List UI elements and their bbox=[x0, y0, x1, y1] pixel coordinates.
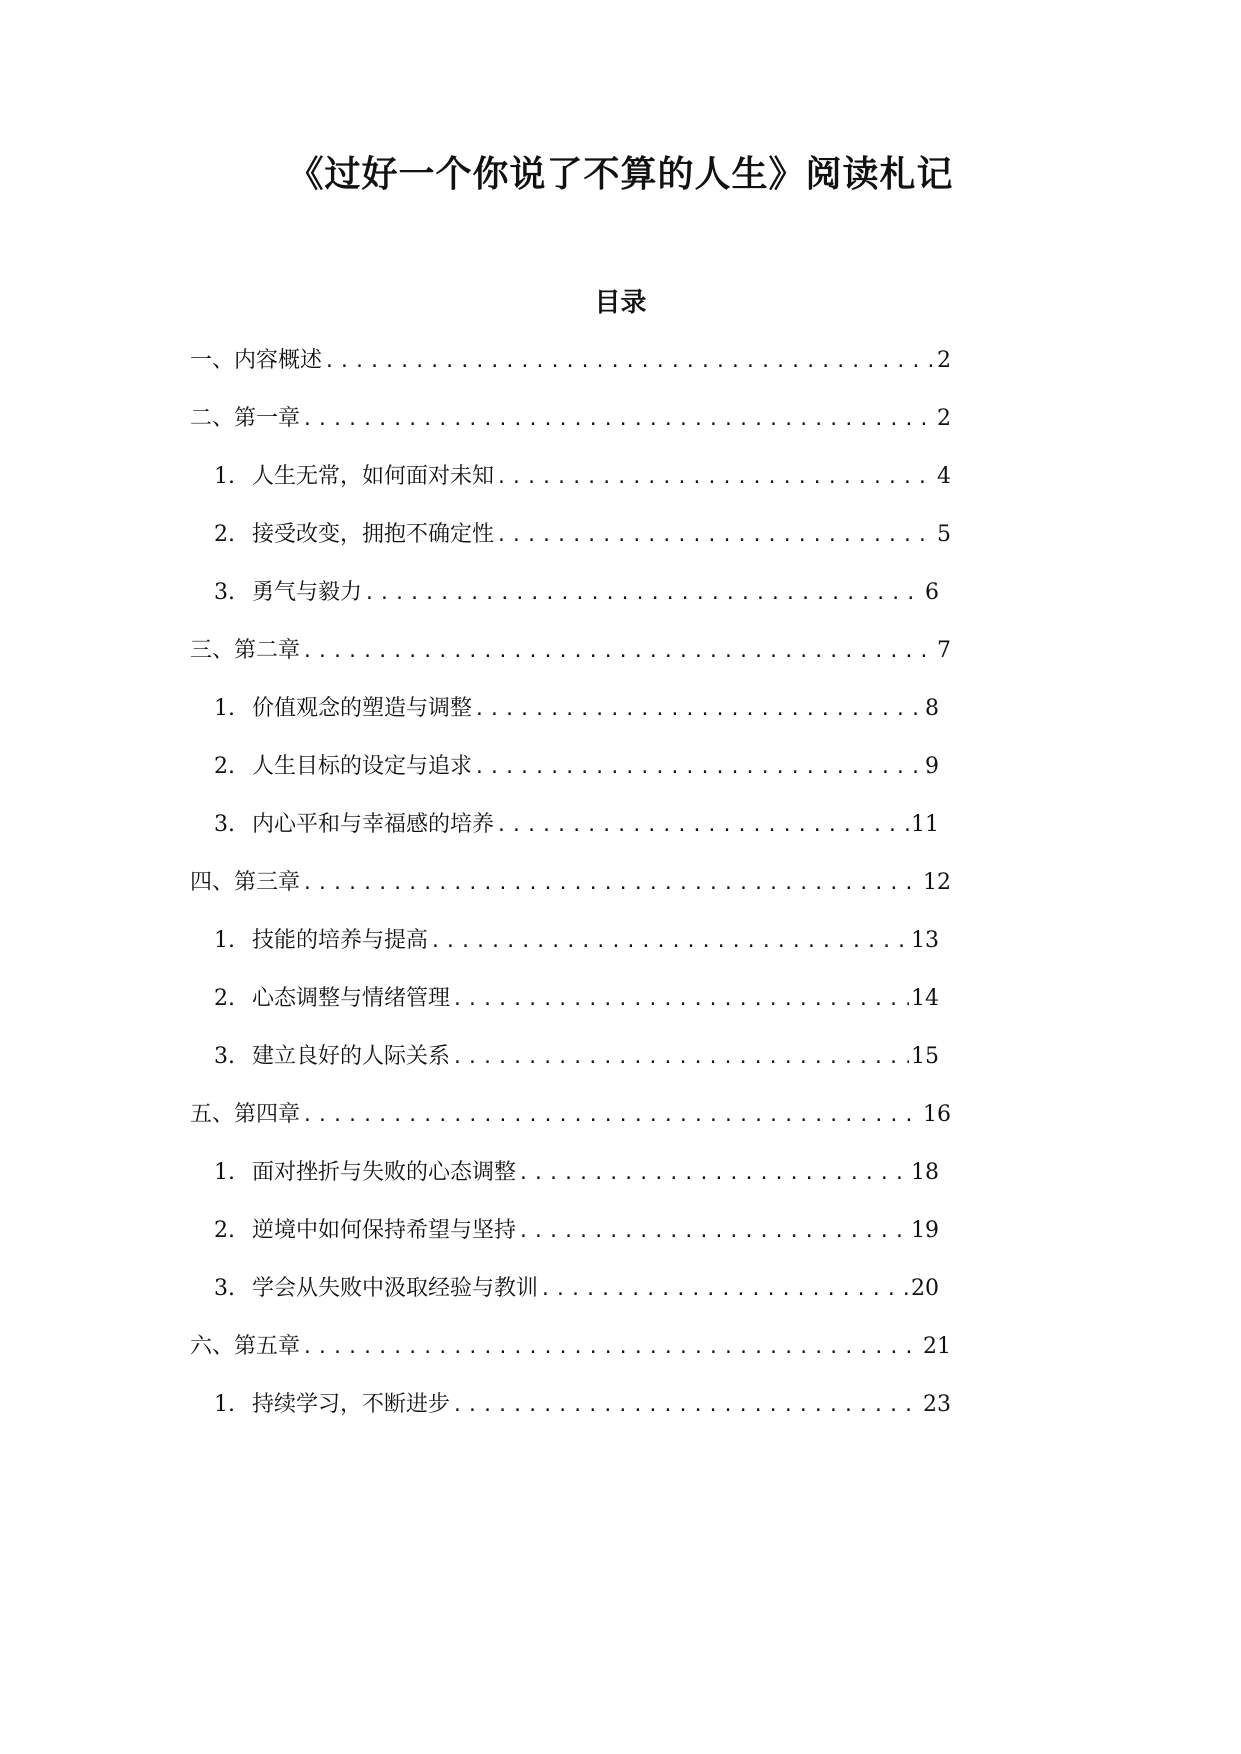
toc-entry[interactable] bbox=[214, 926, 939, 956]
toc-entry-number: 1. bbox=[214, 696, 235, 721]
toc-entry-label: 五、第四章 bbox=[190, 1102, 301, 1127]
toc-dot-leader bbox=[540, 1275, 909, 1305]
toc-page-number: 8 bbox=[925, 696, 939, 721]
toc-entry-number: 3. bbox=[214, 1276, 235, 1301]
toc-entry-number: 3. bbox=[214, 580, 235, 605]
toc-entry-number: 2. bbox=[214, 986, 235, 1011]
toc-entry[interactable] bbox=[214, 752, 939, 782]
toc-entry-number: 3. bbox=[214, 812, 235, 837]
toc-entry-number: 3. bbox=[214, 1044, 235, 1069]
toc-dot-leader bbox=[452, 985, 909, 1015]
toc-entry-number: 1. bbox=[214, 1392, 235, 1417]
toc-dot-leader bbox=[302, 1333, 921, 1363]
toc-entry-label: 勇气与毅力 bbox=[252, 580, 363, 605]
toc-dot-leader bbox=[302, 869, 921, 899]
toc-heading: 目录 bbox=[594, 288, 647, 318]
toc-dot-leader bbox=[474, 695, 923, 725]
toc-entry-number: 1. bbox=[214, 464, 235, 489]
toc-entry[interactable] bbox=[214, 1274, 939, 1304]
toc-page-number: 18 bbox=[911, 1160, 939, 1185]
toc-entry[interactable] bbox=[214, 984, 939, 1014]
toc-entry-label: 价值观念的塑造与调整 bbox=[252, 696, 473, 721]
toc-entry[interactable] bbox=[214, 694, 939, 724]
toc-page-number: 6 bbox=[925, 580, 939, 605]
toc-entry-label: 六、第五章 bbox=[190, 1334, 301, 1359]
toc-entry[interactable] bbox=[190, 636, 951, 666]
toc-page-number: 7 bbox=[937, 638, 951, 663]
toc-dot-leader bbox=[518, 1159, 909, 1189]
toc-dot-leader bbox=[302, 1101, 921, 1131]
toc-dot-leader bbox=[364, 579, 923, 609]
toc-entry-number: 1. bbox=[214, 1160, 235, 1185]
toc-entry-label: 内心平和与幸福感的培养 bbox=[252, 812, 495, 837]
toc-entry-label: 面对挫折与失败的心态调整 bbox=[252, 1160, 517, 1185]
toc-dot-leader bbox=[496, 811, 909, 841]
toc-entry-number: 2. bbox=[214, 522, 235, 547]
toc-entry[interactable] bbox=[190, 868, 951, 898]
toc-dot-leader bbox=[452, 1391, 921, 1421]
toc-entry-label: 持续学习，不断进步 bbox=[252, 1392, 451, 1417]
toc-page-number: 2 bbox=[937, 348, 951, 373]
toc-entry-label: 三、第二章 bbox=[190, 638, 301, 663]
toc-page-number: 5 bbox=[937, 522, 951, 547]
toc-entry[interactable] bbox=[214, 462, 951, 492]
toc-dot-leader bbox=[496, 521, 935, 551]
toc-dot-leader bbox=[452, 1043, 909, 1073]
toc-entry[interactable] bbox=[190, 1100, 951, 1130]
toc-dot-leader bbox=[518, 1217, 909, 1247]
toc-entry-label: 心态调整与情绪管理 bbox=[252, 986, 451, 1011]
toc-entry-number: 2. bbox=[214, 754, 235, 779]
toc-entry-label: 技能的培养与提高 bbox=[252, 928, 429, 953]
toc-entry[interactable] bbox=[190, 346, 951, 376]
toc-entry[interactable] bbox=[214, 810, 939, 840]
toc-page-number: 13 bbox=[911, 928, 939, 953]
toc-entry-label: 建立良好的人际关系 bbox=[252, 1044, 451, 1069]
toc-dot-leader bbox=[430, 927, 909, 957]
toc-dot-leader bbox=[474, 753, 923, 783]
toc-entry[interactable] bbox=[214, 1158, 939, 1188]
toc-entry[interactable] bbox=[214, 1390, 951, 1420]
toc-entry-label: 逆境中如何保持希望与坚持 bbox=[252, 1218, 517, 1243]
toc-dot-leader bbox=[302, 637, 935, 667]
document-title: 《过好一个你说了不算的人生》阅读札记 bbox=[287, 154, 954, 195]
toc-entry[interactable] bbox=[214, 520, 951, 550]
toc-entry[interactable] bbox=[190, 1332, 951, 1362]
toc-entry-label: 人生无常，如何面对未知 bbox=[252, 464, 495, 489]
toc-page-number: 12 bbox=[923, 870, 951, 895]
toc-dot-leader bbox=[324, 347, 935, 377]
toc-dot-leader bbox=[496, 463, 935, 493]
toc-page-number: 23 bbox=[923, 1392, 951, 1417]
toc-entry[interactable] bbox=[214, 578, 939, 608]
toc-entry-label: 二、第一章 bbox=[190, 406, 301, 431]
toc-entry-number: 2. bbox=[214, 1218, 235, 1243]
toc-page-number: 9 bbox=[925, 754, 939, 779]
toc-page-number: 20 bbox=[911, 1276, 939, 1301]
toc-page-number: 11 bbox=[911, 812, 939, 837]
toc-entry[interactable] bbox=[190, 404, 951, 434]
toc-entry[interactable] bbox=[214, 1216, 939, 1246]
toc-page-number: 21 bbox=[923, 1334, 951, 1359]
toc-page-number: 4 bbox=[937, 464, 951, 489]
toc-entry-label: 四、第三章 bbox=[190, 870, 301, 895]
toc-entry-number: 1. bbox=[214, 928, 235, 953]
toc-dot-leader bbox=[302, 405, 935, 435]
toc-entry-label: 接受改变，拥抱不确定性 bbox=[252, 522, 495, 547]
toc-page-number: 16 bbox=[923, 1102, 951, 1127]
toc-page-number: 15 bbox=[911, 1044, 939, 1069]
toc-page-number: 2 bbox=[937, 406, 951, 431]
toc-entry[interactable] bbox=[214, 1042, 939, 1072]
toc-page-number: 19 bbox=[911, 1218, 939, 1243]
toc-entry-label: 人生目标的设定与追求 bbox=[252, 754, 473, 779]
toc-entry-label: 一、内容概述 bbox=[190, 348, 323, 373]
toc-entry-label: 学会从失败中汲取经验与教训 bbox=[252, 1276, 539, 1301]
toc-page-number: 14 bbox=[911, 986, 939, 1011]
